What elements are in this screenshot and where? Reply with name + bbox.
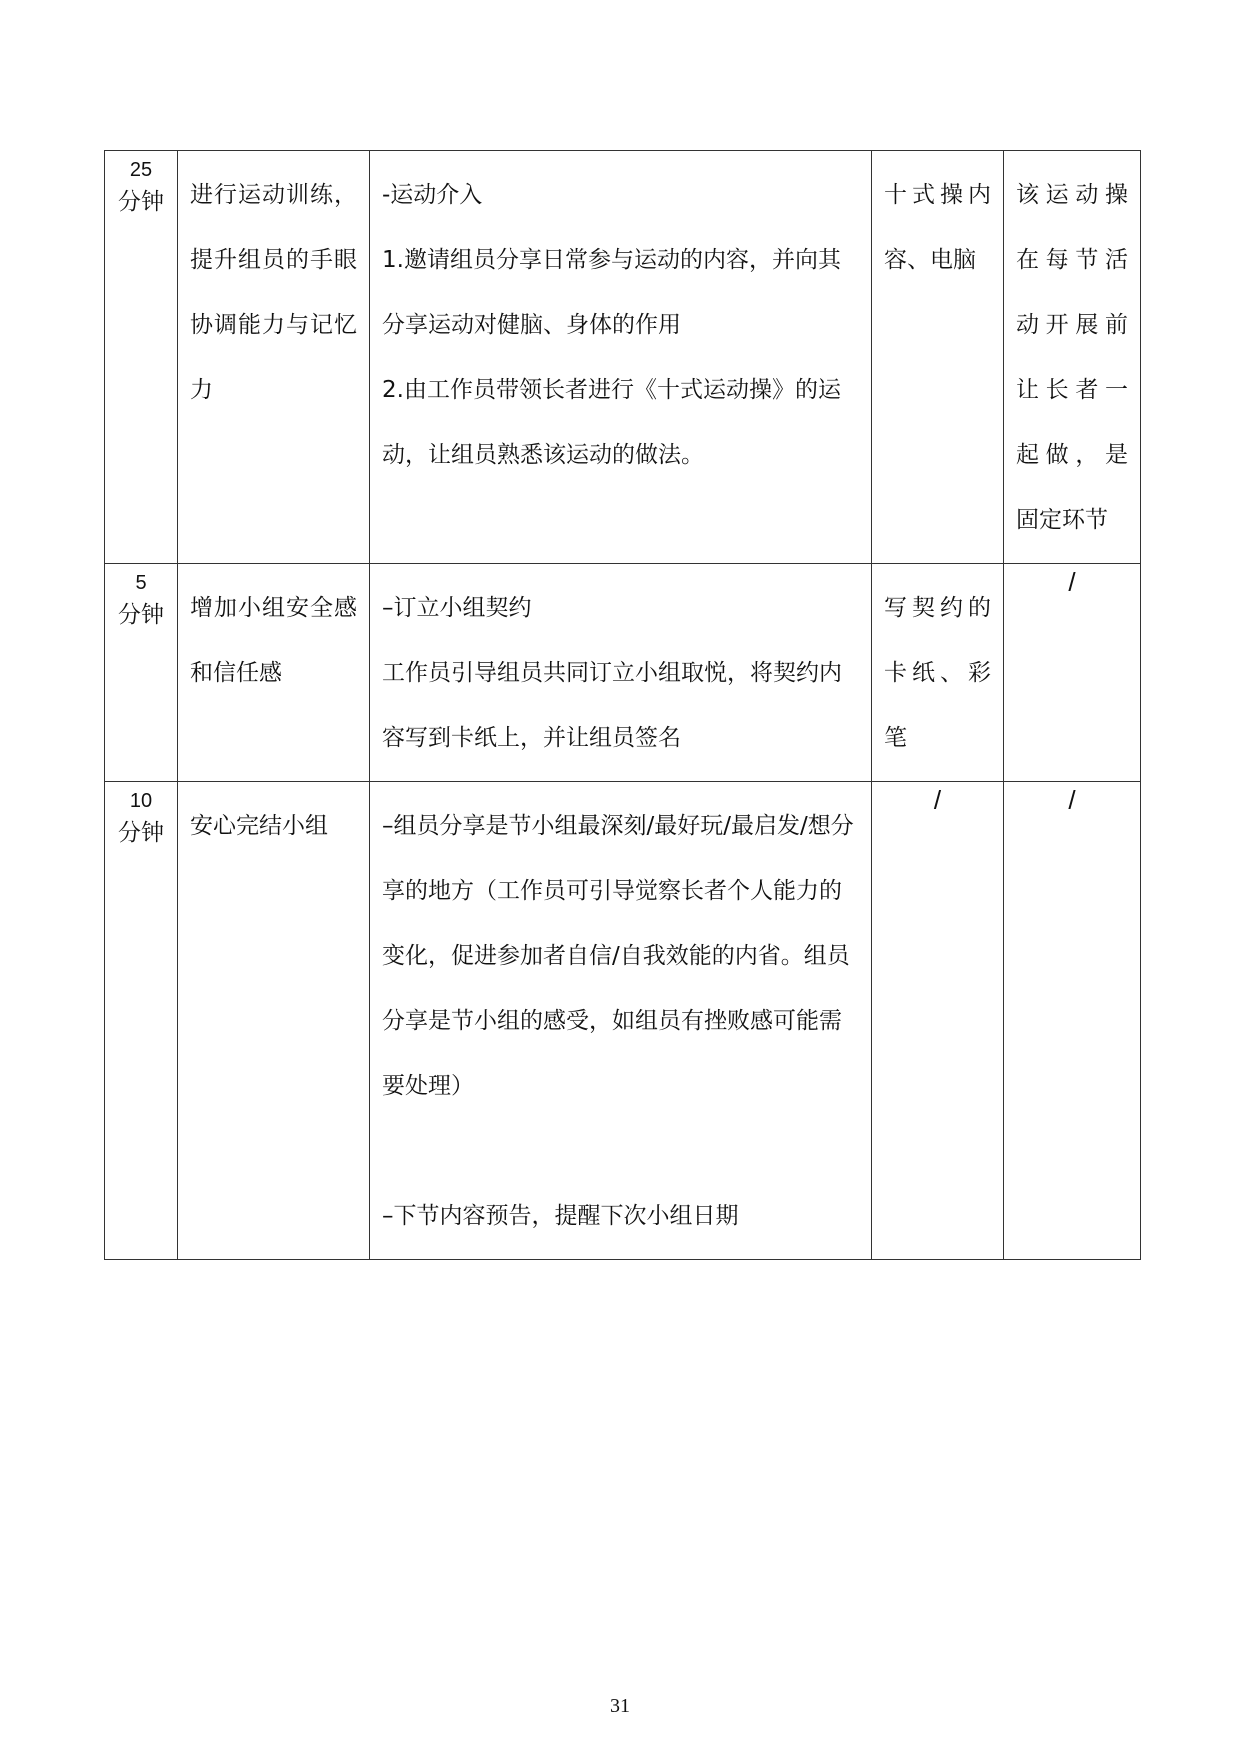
goal-cell xyxy=(178,564,370,782)
goal-text: 增加小组安全感和信任感 xyxy=(190,595,357,686)
activity-plan-table xyxy=(104,150,1141,1260)
materials-cell xyxy=(872,564,1004,782)
time-unit: 分钟 xyxy=(118,189,164,215)
time-minutes: 5 xyxy=(135,572,147,594)
time-cell xyxy=(105,151,178,564)
table-row xyxy=(105,782,1141,1260)
time-minutes: 10 xyxy=(129,790,153,812)
content-paragraph: 2.由工作员带领长者进行《十式运动操》的运动，让组员熟悉该运动的做法。 xyxy=(382,377,841,468)
goal-text: 进行运动训练，提升组员的手眼协调能力与记忆力 xyxy=(190,182,357,403)
content-paragraph: –下节内容预告，提醒下次小组日期 xyxy=(382,1203,739,1229)
remarks-cell xyxy=(1004,782,1141,1260)
content-paragraph: –组员分享是节小组最深刻/最好玩/最启发/想分享的地方（工作员可引导觉察长者个人能力的变化，促进参加者自信/自我效能的内省。组员分享是节小组的感受，如组员有挫败感可能需要处理） xyxy=(382,813,854,1099)
content-cell xyxy=(370,151,872,564)
goal-cell xyxy=(178,151,370,564)
content-paragraph: -运动介入 xyxy=(382,182,483,208)
time-unit: 分钟 xyxy=(118,602,164,628)
materials-text: 十式操内容、电脑 xyxy=(884,182,991,273)
content-paragraph: 1.邀请组员分享日常参与运动的内容，并向其分享运动对健脑、身体的作用 xyxy=(382,247,841,338)
table-row xyxy=(105,151,1141,564)
content-cell xyxy=(370,782,872,1260)
materials-empty-slash: / xyxy=(933,785,942,815)
time-minutes: 25 xyxy=(129,159,153,181)
remarks-cell xyxy=(1004,564,1141,782)
time-unit: 分钟 xyxy=(118,820,164,846)
content-paragraph: –订立小组契约 xyxy=(382,595,532,621)
remarks-cell xyxy=(1004,151,1141,564)
goal-cell xyxy=(178,782,370,1260)
paragraph-gap xyxy=(382,1119,859,1184)
content-paragraph: 工作员引导组员共同订立小组取悦，将契约内容写到卡纸上，并让组员签名 xyxy=(382,660,842,751)
materials-cell xyxy=(872,782,1004,1260)
materials-cell xyxy=(872,151,1004,564)
remarks-empty-slash: / xyxy=(1068,785,1076,815)
table-row xyxy=(105,564,1141,782)
time-cell xyxy=(105,782,178,1260)
page-number: 31 xyxy=(610,1695,630,1717)
materials-text: 写契约的卡纸、彩笔 xyxy=(884,595,991,751)
content-cell xyxy=(370,564,872,782)
remarks-text: 该运动操在每节活动开展前让长者一起做，是固定环节 xyxy=(1016,182,1128,533)
time-cell xyxy=(105,564,178,782)
remarks-empty-slash: / xyxy=(1068,567,1076,597)
goal-text: 安心完结小组 xyxy=(190,813,328,839)
